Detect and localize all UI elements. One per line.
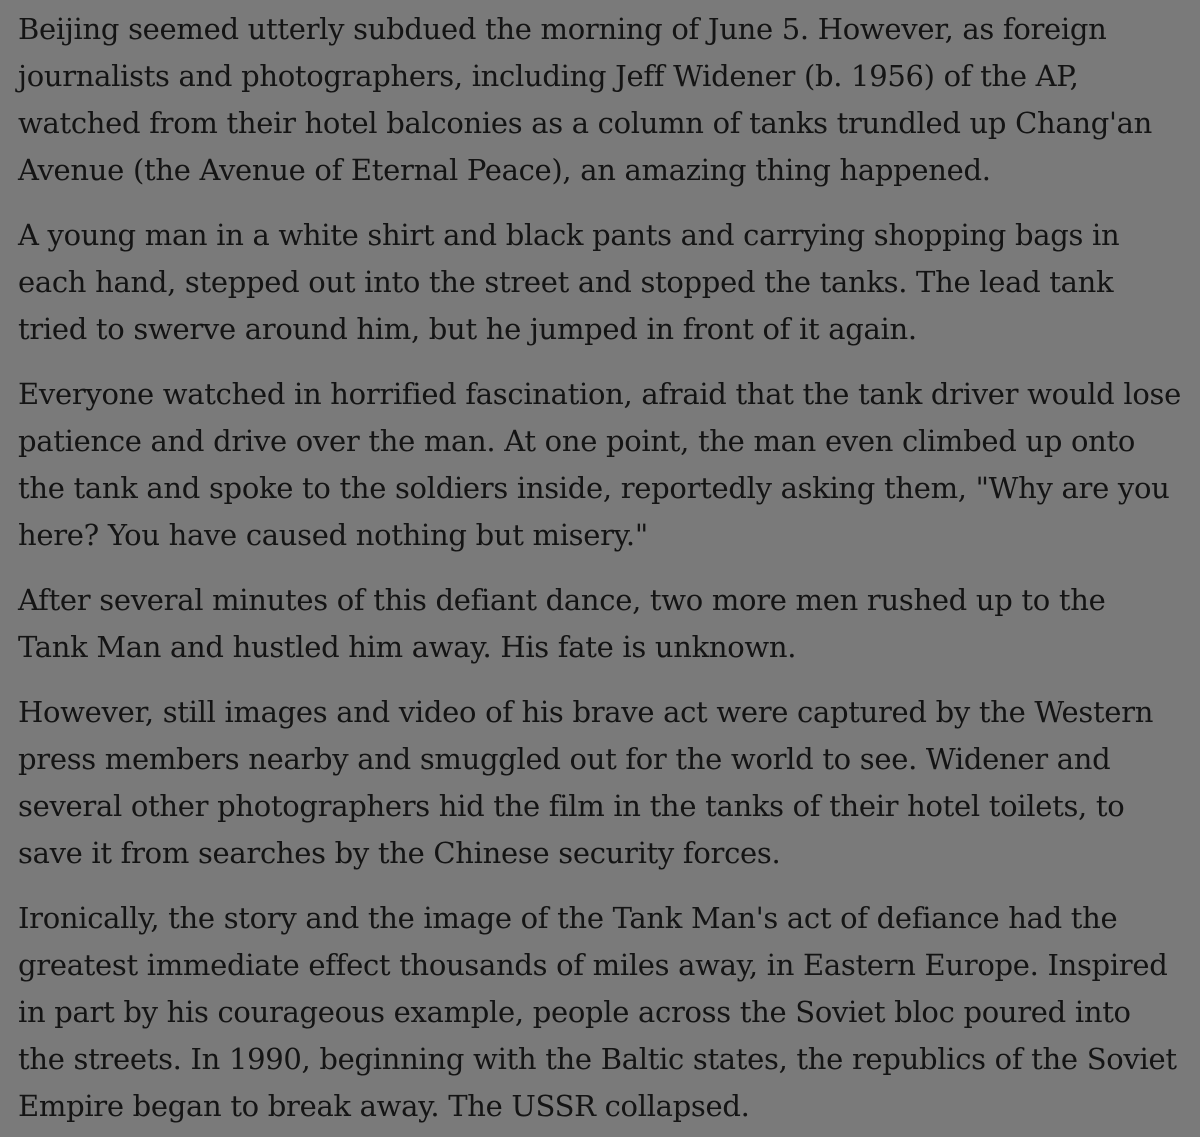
paragraph-4: After several minutes of this defiant dance, two more men rushed up to the Tank Man and hustled him away. His fate is unknown. <box>18 583 1106 664</box>
paragraph-1: Beijing seemed utterly subdued the morning of June 5. However, as foreign journalists and photographers, including Jeff Widener (b. 1956) of the AP, watched from their hotel balconies as a column of tanks trundled up Chang'an Avenue (the Avenue of Eternal Peace), an amazing thing happened. <box>18 12 1153 187</box>
paragraph-3: Everyone watched in horrified fascination, afraid that the tank driver would lose patience and drive over the man. At one point, the man even climbed up onto the tank and spoke to the soldiers inside, reportedly asking them, "Why are you here? You have caused nothing but misery." <box>18 377 1181 552</box>
paragraph-6: Ironically, the story and the image of the Tank Man's act of defiance had the greatest immediate effect thousands of miles away, in Eastern Europe. Inspired in part by his courageous example, people across the Soviet bloc poured into the streets. In 1990, beginning with the Baltic states, the republics of the Soviet Empire began to break away. The USSR collapsed. <box>18 901 1177 1123</box>
paragraph-2: A young man in a white shirt and black pants and carrying shopping bags in each hand, stepped out into the street and stopped the tanks. The lead tank tried to swerve around him, but he jumped in front of it again. <box>18 218 1120 346</box>
paragraph-5: However, still images and video of his brave act were captured by the Western press members nearby and smuggled out for the world to see. Widener and several other photographers hid the film in the tanks of their hotel toilets, to save it from searches by the Chinese security forces. <box>18 695 1154 870</box>
